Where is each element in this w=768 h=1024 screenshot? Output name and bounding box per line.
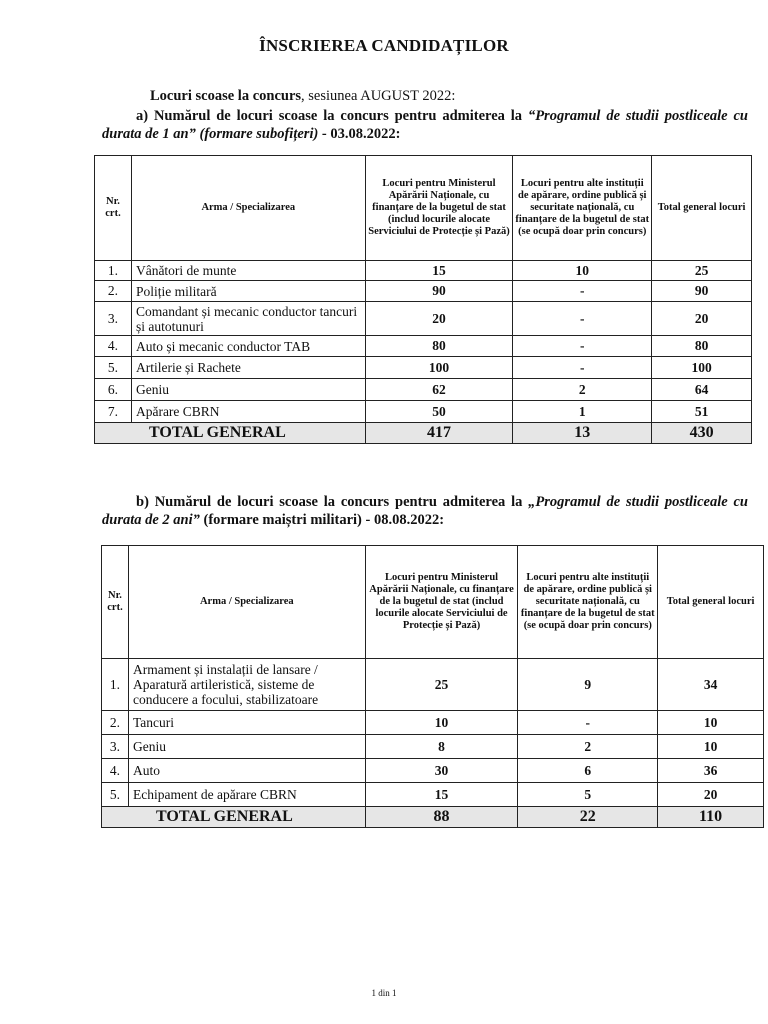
row-nr: 5. (102, 783, 129, 807)
row-alte: 2 (518, 735, 658, 759)
section-a-intro (102, 107, 748, 143)
section-a-program: “Programul de studii postliceale cu durata de 1 an” (formare subofițeri) (102, 108, 748, 142)
row-total: 64 (652, 379, 752, 401)
row-name: Apărare CBRN (131, 401, 365, 423)
row-nr: 6. (95, 379, 132, 401)
row-total: 100 (652, 357, 752, 379)
row-man: 8 (365, 735, 518, 759)
row-nr: 1. (102, 659, 129, 711)
row-alte: - (513, 302, 652, 336)
row-nr: 2. (102, 711, 129, 735)
row-total: 34 (658, 659, 764, 711)
section-b-suffix: (formare maiștri militari) - 08.08.2022: (199, 512, 445, 528)
header-arma: Arma / Specializarea (128, 546, 365, 659)
table-b (101, 545, 764, 828)
table-b-header (102, 546, 764, 659)
table-row (95, 281, 752, 302)
row-nr: 1. (95, 261, 132, 281)
total-man: 88 (365, 807, 518, 828)
section-b-program: „Programul de studii postliceale cu durata de 2 ani” (102, 494, 748, 528)
header-alte: Locuri pentru alte instituții de apărare, ordine publică și securitate națională, cu finanțare de la bugetul de stat (se ocupă doar prin concurs) (513, 156, 652, 261)
row-alte: 10 (513, 261, 652, 281)
row-alte: - (513, 281, 652, 302)
row-nr: 5. (95, 357, 132, 379)
row-name: Auto (128, 759, 365, 783)
table-row (95, 401, 752, 423)
total-alte: 22 (518, 807, 658, 828)
row-name: Poliție militară (131, 281, 365, 302)
header-nr: Nr. crt. (95, 156, 132, 261)
row-total: 80 (652, 336, 752, 357)
row-total: 90 (652, 281, 752, 302)
row-alte: 5 (518, 783, 658, 807)
table-row (102, 659, 764, 711)
session-line (150, 88, 455, 105)
row-man: 50 (365, 401, 513, 423)
row-name: Artilerie și Rachete (131, 357, 365, 379)
table-row (102, 783, 764, 807)
row-man: 100 (365, 357, 513, 379)
row-man: 20 (365, 302, 513, 336)
row-man: 15 (365, 783, 518, 807)
row-nr: 4. (95, 336, 132, 357)
row-man: 15 (365, 261, 513, 281)
row-total: 20 (652, 302, 752, 336)
total-alte: 13 (513, 423, 652, 444)
table-b-total-row (102, 807, 764, 828)
header-alte: Locuri pentru alte instituții de apărare, ordine publică și securitate națională, cu finanțare de la bugetul de stat (se ocupă doar prin concurs) (518, 546, 658, 659)
page-title: ÎNSCRIEREA CANDIDAȚILOR (259, 36, 509, 55)
section-a-prefix: a) Numărul de locuri scoase la concurs pentru admiterea la (136, 108, 528, 124)
row-name: Vânători de munte (131, 261, 365, 281)
table-a-header (95, 156, 752, 261)
section-b-intro (102, 493, 748, 529)
table-row (95, 261, 752, 281)
row-name: Geniu (128, 735, 365, 759)
row-man: 30 (365, 759, 518, 783)
table-a (94, 155, 752, 444)
total-label: TOTAL GENERAL (95, 423, 366, 444)
row-nr: 7. (95, 401, 132, 423)
header-arma: Arma / Specializarea (131, 156, 365, 261)
row-nr: 3. (95, 302, 132, 336)
row-name: Tancuri (128, 711, 365, 735)
table-row (102, 735, 764, 759)
header-total: Total general locuri (652, 156, 752, 261)
row-total: 36 (658, 759, 764, 783)
header-total: Total general locuri (658, 546, 764, 659)
total-total: 110 (658, 807, 764, 828)
row-man: 25 (365, 659, 518, 711)
session-bold: Locuri scoase la concurs (150, 88, 302, 104)
row-alte: 9 (518, 659, 658, 711)
row-man: 10 (365, 711, 518, 735)
row-nr: 3. (102, 735, 129, 759)
table-row (102, 711, 764, 735)
row-nr: 4. (102, 759, 129, 783)
row-man: 62 (365, 379, 513, 401)
header-man: Locuri pentru Ministerul Apărării Naționale, cu finanțare de la bugetul de stat (includ locurile alocate Serviciului de Protecție și Pază) (365, 546, 518, 659)
section-b-prefix: b) Numărul de locuri scoase la concurs pentru admiterea la (136, 494, 529, 510)
row-name: Armament și instalații de lansare / Aparatură artileristică, sisteme de conducere a focului, stabilizatoare (128, 659, 365, 711)
row-alte: 2 (513, 379, 652, 401)
table-row (95, 336, 752, 357)
page-number: 1 din 1 (371, 988, 397, 998)
table-a-total-row (95, 423, 752, 444)
total-total: 430 (652, 423, 752, 444)
table-row (95, 357, 752, 379)
row-total: 10 (658, 735, 764, 759)
total-man: 417 (365, 423, 513, 444)
row-total: 51 (652, 401, 752, 423)
row-nr: 2. (95, 281, 132, 302)
row-name: Geniu (131, 379, 365, 401)
table-row (95, 302, 752, 336)
row-man: 90 (365, 281, 513, 302)
row-alte: 6 (518, 759, 658, 783)
table-row (102, 759, 764, 783)
row-man: 80 (365, 336, 513, 357)
row-alte: - (513, 357, 652, 379)
row-total: 20 (658, 783, 764, 807)
row-name: Comandant și mecanic conductor tancuri și autotunuri (131, 302, 365, 336)
row-total: 10 (658, 711, 764, 735)
table-row (95, 379, 752, 401)
total-label: TOTAL GENERAL (102, 807, 366, 828)
row-alte: 1 (513, 401, 652, 423)
row-name: Auto și mecanic conductor TAB (131, 336, 365, 357)
header-man: Locuri pentru Ministerul Apărării Naționale, cu finanțare de la bugetul de stat (includ locurile alocate Serviciului de Protecție și Pază) (365, 156, 513, 261)
section-a-suffix: - 03.08.2022: (318, 126, 401, 142)
session-rest: , sesiunea AUGUST 2022: (301, 88, 456, 104)
row-alte: - (518, 711, 658, 735)
row-alte: - (513, 336, 652, 357)
row-total: 25 (652, 261, 752, 281)
header-nr: Nr. crt. (102, 546, 129, 659)
row-name: Echipament de apărare CBRN (128, 783, 365, 807)
